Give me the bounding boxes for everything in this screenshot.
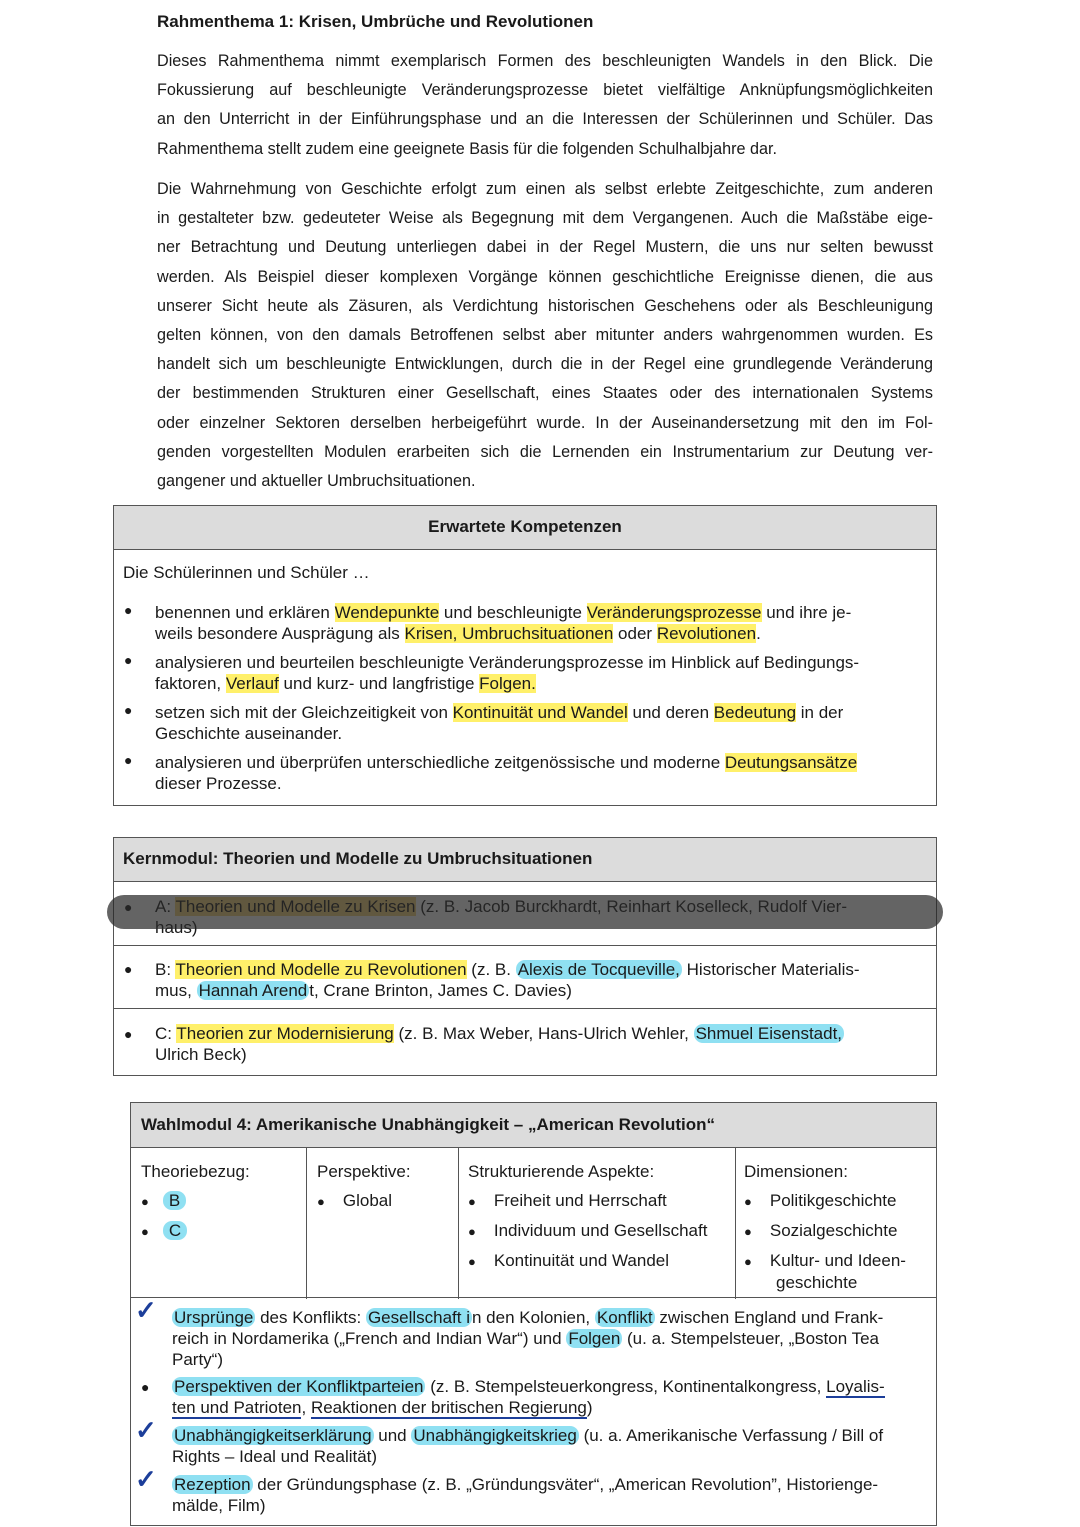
core-module-item-b: B: Theorien und Modelle zu Revolutionen (z. B. Alexis de Tocqueville, Historischer Materialis- mus, Hannah Arend t, Crane Brinton, James C. Davies): [155, 960, 860, 1000]
row-divider: [131, 1297, 936, 1298]
checkmark-icon: ✓: [135, 1295, 157, 1325]
dimensions-column: [744, 1157, 906, 1293]
core-module-item-c: C: Theorien zur Modernisierung (z. B. Max Weber, Hans-Ulrich Wehler, Shmuel Eisenstadt, Ulrich Beck): [155, 1024, 843, 1064]
text-line: Dieses Rahmenthema nimmt exemplarisch Formen des beschleunigten Wandels in den Blick. Die: [157, 52, 933, 70]
core-module-box: [113, 837, 937, 1076]
competency-item: setzen sich mit der Gleichzeitigkeit von Kontinuität und Wandel und deren Bedeutung in der Geschichte auseinander.: [155, 703, 844, 743]
text-line: in gestalteter bzw. gedeuteter Weise als Begegnung mit dem Vergangenen. Auch die Maßstäbe eige-: [157, 209, 933, 228]
bullet-icon: ●: [141, 1224, 149, 1239]
text-line: ner Betrachtung und Deutung unterliegen dabei in der Regel Mustern, die uns nur selten bewusst: [157, 238, 933, 257]
body-paragraph: [157, 175, 933, 496]
bullet-icon: ●: [141, 1194, 149, 1209]
structuring-aspects-column: [468, 1157, 707, 1276]
list-item: Kultur- und Ideen-: [769, 1251, 906, 1270]
list-item: Sozialgeschichte: [769, 1221, 898, 1240]
text-line: der bestimmenden Strukturen einer Gesellschaft, eines Staates oder des internationalen Systems: [157, 384, 933, 403]
competency-item: benennen und erklären Wendepunkte und beschleunigte Veränderungsprozesse und ihre je- weils besondere Ausprägung als Krisen, Umbruchsituationen oder Revolutionen.: [155, 603, 852, 643]
bullet-icon: ●: [317, 1194, 325, 1209]
text-line: werden. Als Beispiel dieser komplexen Vorgänge können geschichtliche Ereignisse dienen, die aus: [157, 267, 933, 286]
elective-module-header: Wahlmodul 4: Amerikanische Unabhängigkeit – „American Revolution“: [131, 1103, 936, 1148]
text-line: handelt sich um beschleunigte Entwicklungen, durch die in der Regel eine grundlegende Veränderung: [157, 355, 933, 374]
bullet-icon: ●: [124, 702, 133, 718]
competencies-box: [113, 505, 937, 806]
bullet-icon: ●: [468, 1194, 476, 1209]
bullet-icon: ●: [141, 1379, 150, 1395]
theory-badge: C: [163, 1221, 187, 1240]
column-title: Strukturierende Aspekte:: [468, 1162, 655, 1181]
content-item: Unabhängigkeitserklärung und Unabhängigkeitskrieg (u. a. Amerikanische Verfassung / Bill of Rights – Ideal und Realität): [172, 1426, 884, 1466]
intro-paragraph: [157, 47, 933, 164]
bullet-icon: ●: [744, 1194, 752, 1209]
bullet-icon: ●: [124, 652, 133, 668]
column-title: Theoriebezug:: [141, 1162, 250, 1181]
checkmark-icon: ✓: [135, 1415, 157, 1445]
text-line: genden vorgestellten Modulen erarbeiten sich die Lernenden ein Instrumentarium zur Deutung ver-: [157, 442, 933, 461]
text-line: Rahmenthema stellt zudem eine geeignete Basis für die folgenden Schulhalbjahre dar.: [157, 139, 778, 158]
column-title: Perspektive:: [317, 1162, 411, 1181]
text-line: Fokussierung auf beschleunigte Veränderungsprozesse bietet vielfältige Anknüpfungsmöglichkeiten: [157, 81, 933, 100]
text-line: an den Unterricht in der Einführungsphase und an die Interessen der Schülerinnen und Schüler. Das: [157, 110, 933, 129]
checkmark-icon: ✓: [135, 1464, 157, 1494]
content-item: Rezeption der Gründungsphase (z. B. „Gründungsväter“, „American Revolution”, Historienge- mälde, Film): [172, 1475, 879, 1515]
text-line: unserer Sicht heute als Zäsuren, als Verdichtung historischen Geschehens oder als Beschleunigung: [157, 296, 933, 315]
competencies-intro: Die Schülerinnen und Schüler …: [123, 563, 370, 582]
competencies-header: Erwartete Kompetenzen: [114, 506, 936, 550]
bullet-icon: ●: [124, 961, 133, 977]
bullet-icon: ●: [744, 1224, 752, 1239]
text-line: gangener und aktueller Umbruchsituationen.: [157, 471, 476, 490]
text-line: gelten können, von den damals Betroffenen selbst aber mitunter anders wahrgenommen wurden. Es: [157, 325, 933, 344]
content-item: Perspektiven der Konfliktparteien (z. B. Stempelsteuerkongress, Kontinentalkongress, Loyalis- ten und Patrioten, Reaktionen der britischen Regierung): [172, 1377, 885, 1417]
list-item: Global: [342, 1191, 392, 1210]
text-line: Die Wahrnehmung von Geschichte erfolgt zum einen als selbst erlebte Zeitgeschichte, zum anderen: [157, 180, 933, 198]
column-title: Dimensionen:: [744, 1162, 848, 1181]
column-divider: [306, 1148, 307, 1299]
text-line: oder einzelner Sektoren derselben herbeigeführt wurde. In der Auseinandersetzung mit den im Fol-: [157, 413, 933, 432]
bullet-icon: ●: [124, 602, 133, 618]
elective-module-box: [130, 1102, 937, 1526]
page-title: Rahmenthema 1: Krisen, Umbrüche und Revolutionen: [157, 12, 594, 31]
column-divider: [458, 1148, 459, 1299]
bullet-icon: ●: [468, 1254, 476, 1269]
list-item: Individuum und Gesellschaft: [493, 1221, 708, 1240]
competency-item: analysieren und beurteilen beschleunigte Veränderungsprozesse im Hinblick auf Bedingungs- faktoren, Verlauf und kurz- und langfristige Folgen.: [155, 653, 860, 693]
row-divider: [114, 945, 936, 946]
core-module-header: Kernmodul: Theorien und Modelle zu Umbruchsituationen: [114, 838, 936, 882]
selection-overlay: [107, 895, 943, 929]
list-item: Kontinuität und Wandel: [493, 1251, 670, 1270]
list-item: geschichte: [776, 1273, 858, 1292]
theory-reference-column: [141, 1157, 250, 1246]
content-item: Ursprünge des Konflikts: Gesellschaft i n den Kolonien, Konflikt zwischen England und Frank- reich in Nordamerika („French and Indian War“) und Folgen (u. a. Stempelsteuer, „Boston Tea Party“): [172, 1308, 884, 1369]
row-divider: [114, 1008, 936, 1009]
bullet-icon: ●: [468, 1224, 476, 1239]
bullet-icon: ●: [124, 752, 133, 768]
list-item: Politikgeschichte: [769, 1191, 897, 1210]
list-item: Freiheit und Herrschaft: [493, 1191, 667, 1210]
competency-item: analysieren und überprüfen unterschiedliche zeitgenössische und moderne Deutungsansätze dieser Prozesse.: [155, 753, 858, 793]
module-attribute-table: [131, 1148, 936, 1299]
theory-badge: B: [163, 1191, 186, 1210]
column-divider: [735, 1148, 736, 1299]
bullet-icon: ●: [744, 1254, 752, 1269]
perspective-column: [317, 1157, 411, 1216]
bullet-icon: ●: [124, 1026, 133, 1042]
